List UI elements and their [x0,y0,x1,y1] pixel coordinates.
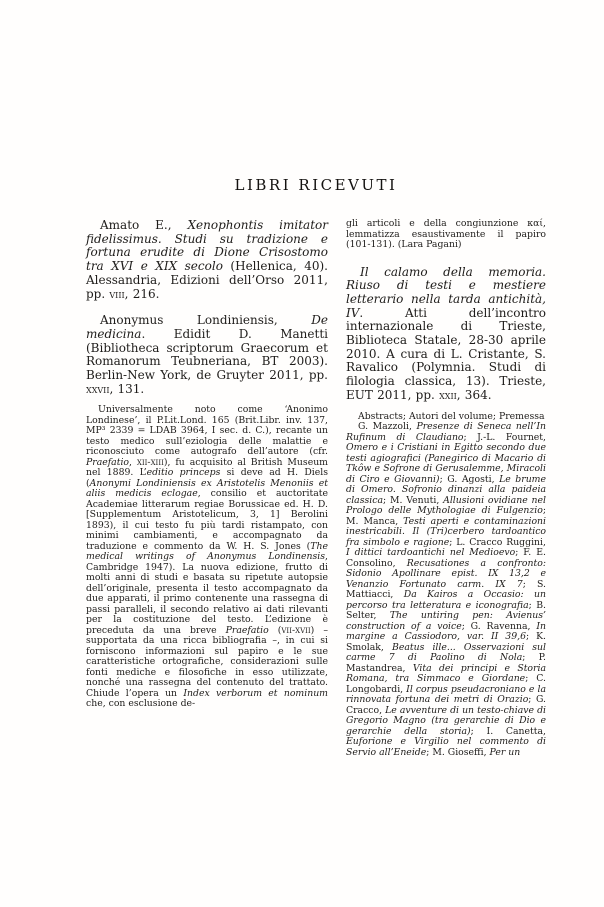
text-block [86,176,546,758]
left-column [86,219,328,758]
contents-list: G. Mazzoli, Presenze di Seneca nell’In Rufinum di Claudiano; J.-L. Fournet, Omero e i Cristiani in Egitto secondo due testi agiografici (Panegirico di Macario di Tkôw e Sofrone di Gerusalemme, Miracoli di Ciro e Giovanni); G. Agosti, Le brume di Omero. Sofronio dinanzi alla paideia classica; M. Venuti, Allusioni ovidiane nel Prologo delle Mythologiae di Fulgenzio; M. Manca, Testi aperti e contaminazioni inestricabili. Il (Tri)cerbero tardoantico fra simbolo e ragione; L. Cracco Ruggini, I dittici tardoantichi nel Medioevo; F. E. Consolino, Recusationes a confronto: Sidonio Apollinare epist. IX 13,2 e Venanzio Fortunato carm. IX 7; S. Mattiacci, Da Kairos a Occasio: un percorso tra letteratura e iconografia; B. Selter, The untiring pen: Avienus’ construction of a voice; G. Ravenna, In margine a Cassiodoro, var. II 39,6; K. Smolak, Beatus ille... Osservazioni sul carme 7 di Paolino di Nola; P. Mastandrea, Vita dei principi e Storia Romana, tra Simmaco e Giordane; C. Longobardi, Il corpus pseudacroniano e la rinnovata fortuna dei metri di Orazio; G. Cracco, Le avventure di un testo-chiave di Gregorio Magno (tra gerarchie di Dio e gerarchie della storia); I. Canetta, Euforione e Virgilio nel commento di Servio all’Eneide; M. Gioseffi, Per un [346,421,547,758]
bibliography-entry-amato: Amato E., Xenophontis imitator fidelissimus. Studi su tradizione e fortuna erudite di Dione Crisostomo tra XVI e XIX secolo (Hellenica, 40). Alessandria, Edizioni dell’Orso 2011, pp. viii, 216. [86,218,328,301]
page-title: LIBRI RICEVUTI [234,176,398,194]
review-paragraph-continuation: gli articoli e della congiunzione καί, lemmatizza esaustivamente il papiro (101-131). (Lara Pagani) [346,218,546,250]
review-paragraph-anonymus: Universalmente noto come ‘Anonimo Londinese’, il P.Lit.Lond. 165 (Brit.Libr. inv. 137, MP³ 2339 = LDAB 3964, I sec. d. C.), recante un testo medico sull’eziologia delle malattie e riconosciuto come autografo dell’autore (cfr. Praefatio, xii-xiii), fu acquisito al British Museum nel 1889. L’editio princeps si deve ad H. Diels (Anonymi Londiniensis ex Aristotelis Menoniis et aliis medicis eclogae, consilio et auctoritate Academiae litterarum regiae Borussicae ed. H. D. [Supplementum Aristotelicum, 3, 1] Berolini 1893), il cui testo fu più tardi ristampato, con minimi cambiamenti, e accompagnato da traduzione e commento da W. H. S. Jones (The medical writings of Anonymus Londinensis, Cambridge 1947). La nuova edizione, frutto di molti anni di studi e basata su ripetute autopsie dell’originale, presenta il testo accompagnato da due apparati, il primo contenente una rassegna di passi paralleli, il secondo relativo ai dati rilevanti per la costituzione del testo. L’edizione è preceduta da una breve Praefatio (vii-xvii) – supportata da una ricca bibliografia –, in cui si forniscono informazioni sul papiro e le sue caratteristiche ortografiche, considerazioni sulle fonti mediche e filosofiche in esso utilizzate, nonché una rassegna del contenuto del trattato. Chiude l’opera un Index verborum et nominum che, con esclusione de- [86,404,329,710]
two-column-layout [86,219,546,758]
bibliography-entry-anonymus: Anonymus Londiniensis, De medicina. Edidit D. Manetti (Bibliotheca scriptorum Graecorum et Romanorum Teubneriana, BT 2003). Berlin-New York, de Gruyter 2011, pp. xxvii, 131. [86,313,328,396]
contents-header: Abstracts; Autori del volume; Premessa [358,410,545,422]
right-column [346,219,546,758]
bibliography-entry-calamo: Il calamo della memoria. Riuso di testi e mestiere letterario nella tarda antichità, IV. Atti dell’incontro internazionale di Trieste, Biblioteca Statale, 28-30 aprile 2010. A cura di L. Cristante, S. Ravalico (Polymnia. Studi di filologia classica, 13). Trieste, EUT 2011, pp. xxii, 364. [346,264,546,402]
